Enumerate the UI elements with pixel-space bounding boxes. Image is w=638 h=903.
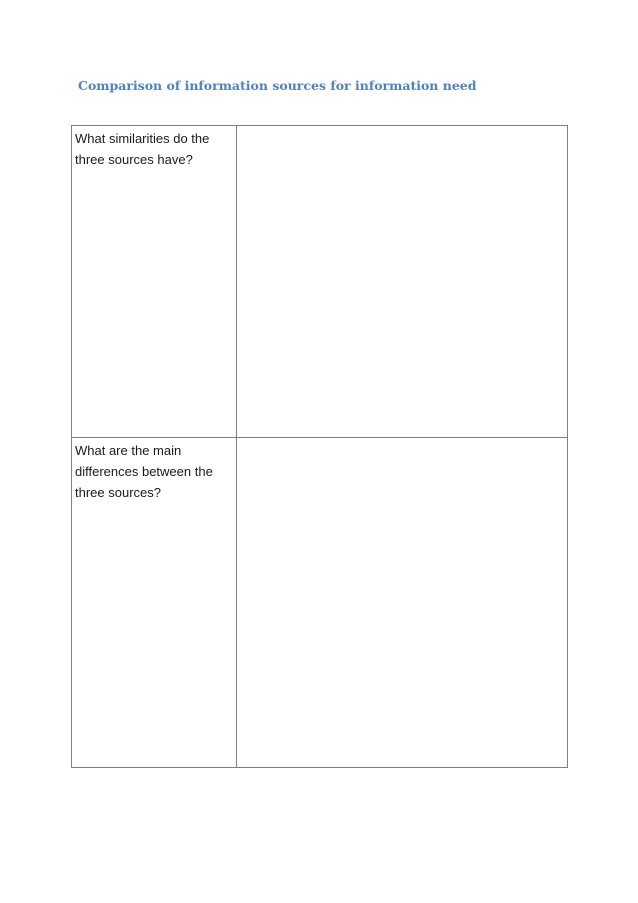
answer-cell-differences[interactable] — [237, 438, 568, 768]
table-row — [72, 126, 568, 438]
question-cell — [72, 126, 237, 438]
comparison-table — [71, 125, 568, 768]
question-cell — [72, 438, 237, 768]
question-differences: What are the main differences between the three sources? — [75, 443, 213, 500]
question-similarities: What similarities do the three sources have? — [75, 131, 210, 167]
answer-cell-similarities[interactable] — [237, 126, 568, 438]
page-heading: Comparison of information sources for information need — [78, 78, 477, 93]
table-row — [72, 438, 568, 768]
